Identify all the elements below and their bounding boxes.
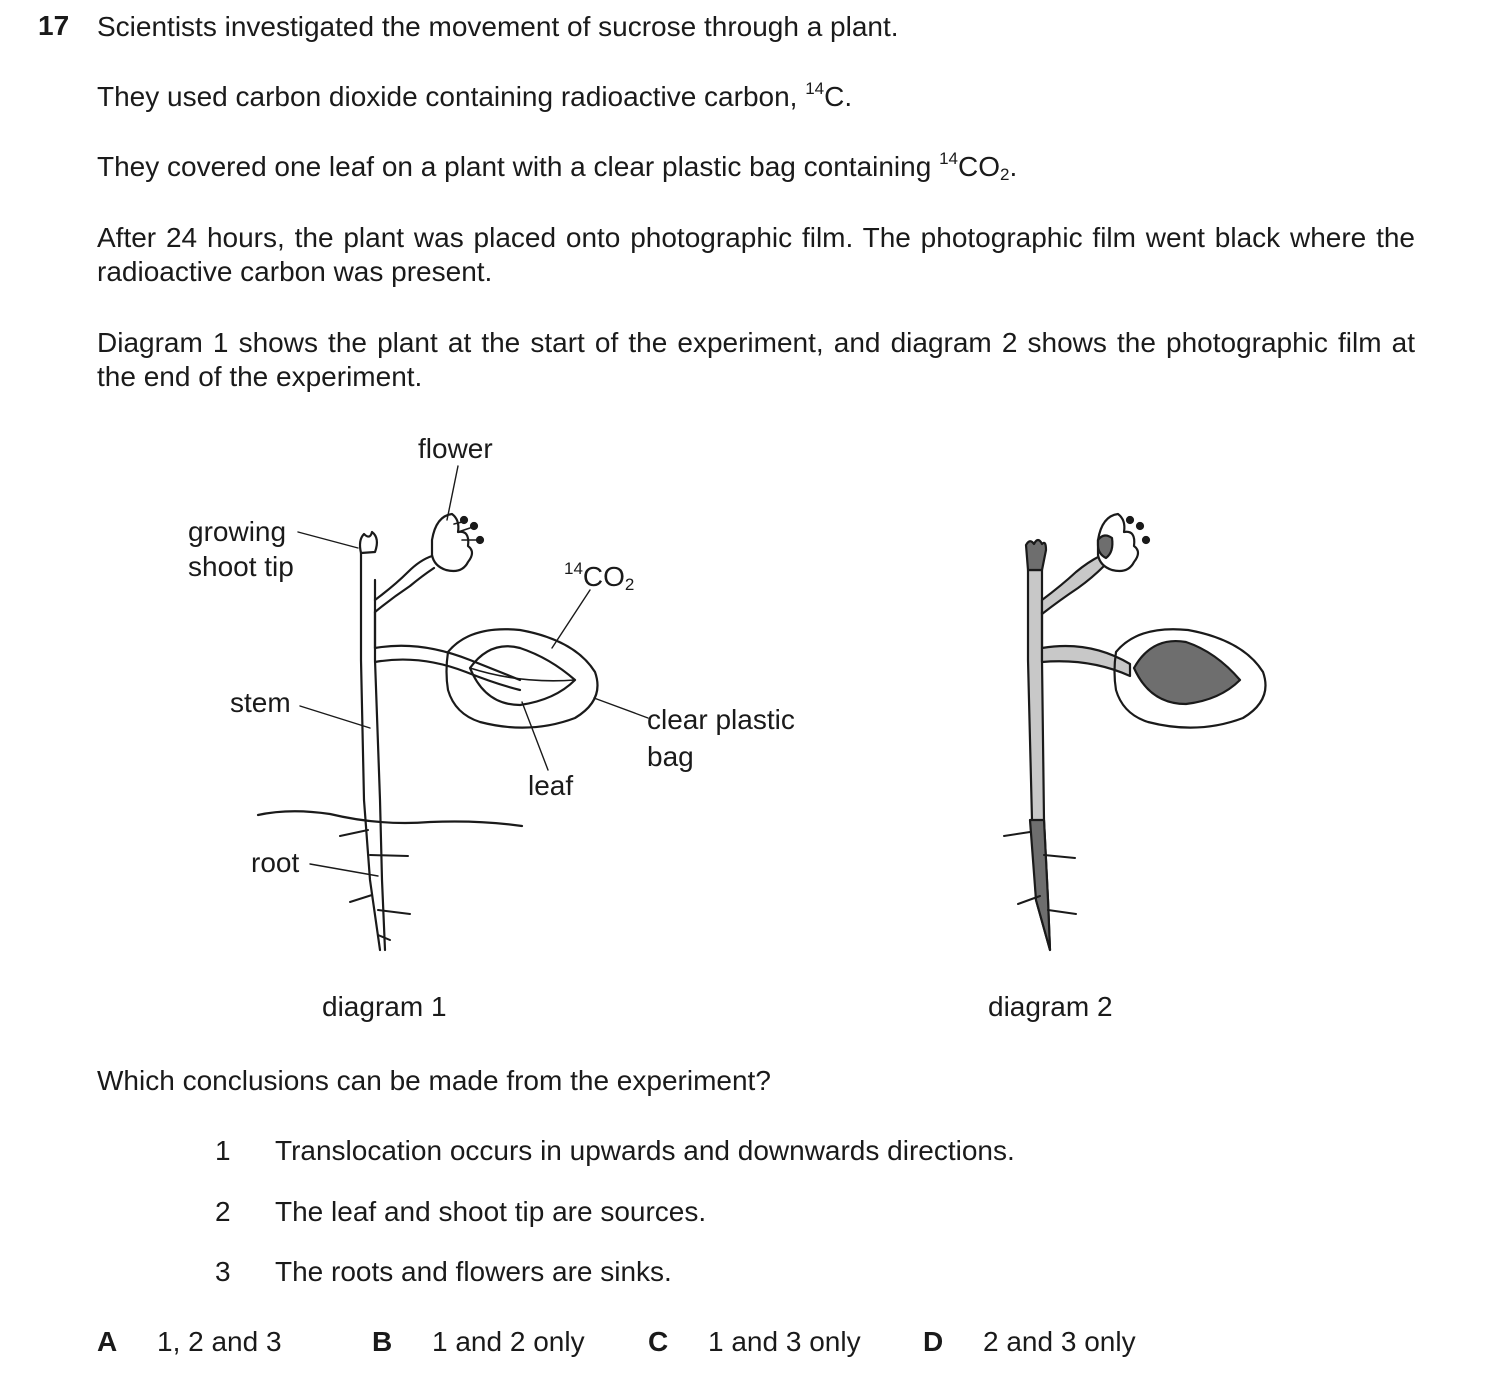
conclusion-1-number: 1 [215,1135,231,1166]
option-c-text[interactable]: 1 and 3 only [708,1326,861,1357]
label-growing: growing [188,516,287,547]
line3-text: They covered one leaf on a plant with a clear plastic bag containing [97,151,932,182]
option-c-letter[interactable]: C [648,1326,669,1357]
label-shoot-tip: shoot tip [188,551,294,582]
shoot-tip-bud [360,532,377,553]
conclusion-1-text: Translocation occurs in upwards and downwards directions. [275,1135,1015,1166]
stem-right-edge [375,580,385,950]
option-b-letter[interactable]: B [372,1326,393,1357]
line3-sub: 2 [1000,165,1010,184]
label-co2 [564,560,634,594]
option-d-letter[interactable]: D [923,1326,944,1357]
line2-after: C. [824,81,853,112]
label-clear-plastic: clear plastic [647,704,795,735]
diagram-1 [258,466,648,950]
leader-shoot-tip [298,532,358,548]
leader-flower [447,466,458,520]
film-flower-branch [1042,556,1104,614]
label-stem: stem [230,687,291,718]
diagram-2 [1004,514,1266,950]
line2-text: They used carbon dioxide containing radioactive carbon, [97,81,798,112]
conclusion-2-text: The leaf and shoot tip are sources. [275,1196,707,1227]
flower-branch [375,556,432,600]
root-hairs [340,830,410,940]
line3-after: . [1009,151,1018,182]
leader-co2 [552,590,590,648]
leaf-shape [470,646,575,705]
conclusion-2-number: 2 [215,1196,231,1227]
label-root: root [251,847,300,878]
leader-stem [300,706,370,728]
caption-diagram-1: diagram 1 [322,991,447,1022]
question-para-diagrams: Diagram 1 shows the plant at the start of the experiment, and diagram 2 shows the photographic film at the end of the experiment. [97,327,1415,392]
caption-diagram-2: diagram 2 [988,991,1113,1022]
label-co2-sub: 2 [624,575,635,594]
conclusion-3-number: 3 [215,1256,231,1287]
film-root-dark [1030,820,1050,950]
film-shoot-tip [1026,540,1046,570]
stem-left-edge [361,553,380,950]
question-number: 17 [38,10,70,41]
label-bag: bag [647,741,694,772]
question-prompt: Which conclusions can be made from the experiment? [97,1065,771,1096]
option-d-text[interactable]: 2 and 3 only [983,1326,1136,1357]
leader-root [310,864,378,876]
soil-line [258,811,522,826]
option-a-text[interactable]: 1, 2 and 3 [157,1326,282,1357]
line3-co: CO [958,151,1001,182]
question-para-film: After 24 hours, the plant was placed onto photographic film. The photographic film went black where the radioactive carbon was present. [97,222,1415,287]
label-leaf: leaf [528,770,574,801]
film-leaf [1134,641,1240,704]
leader-bag [594,698,648,718]
option-a-letter[interactable]: A [97,1326,118,1357]
label-co2-main: CO [582,561,625,592]
leader-leaf [522,702,548,770]
question-intro: Scientists investigated the movement of sucrose through a plant. [97,11,899,42]
label-flower: flower [418,433,493,464]
line3-sup: 14 [939,149,959,168]
conclusion-3-text: The roots and flowers are sinks. [275,1256,672,1287]
label-co2-sup: 14 [564,559,583,578]
line2-sup: 14 [805,79,825,98]
option-b-text[interactable]: 1 and 2 only [432,1326,585,1357]
